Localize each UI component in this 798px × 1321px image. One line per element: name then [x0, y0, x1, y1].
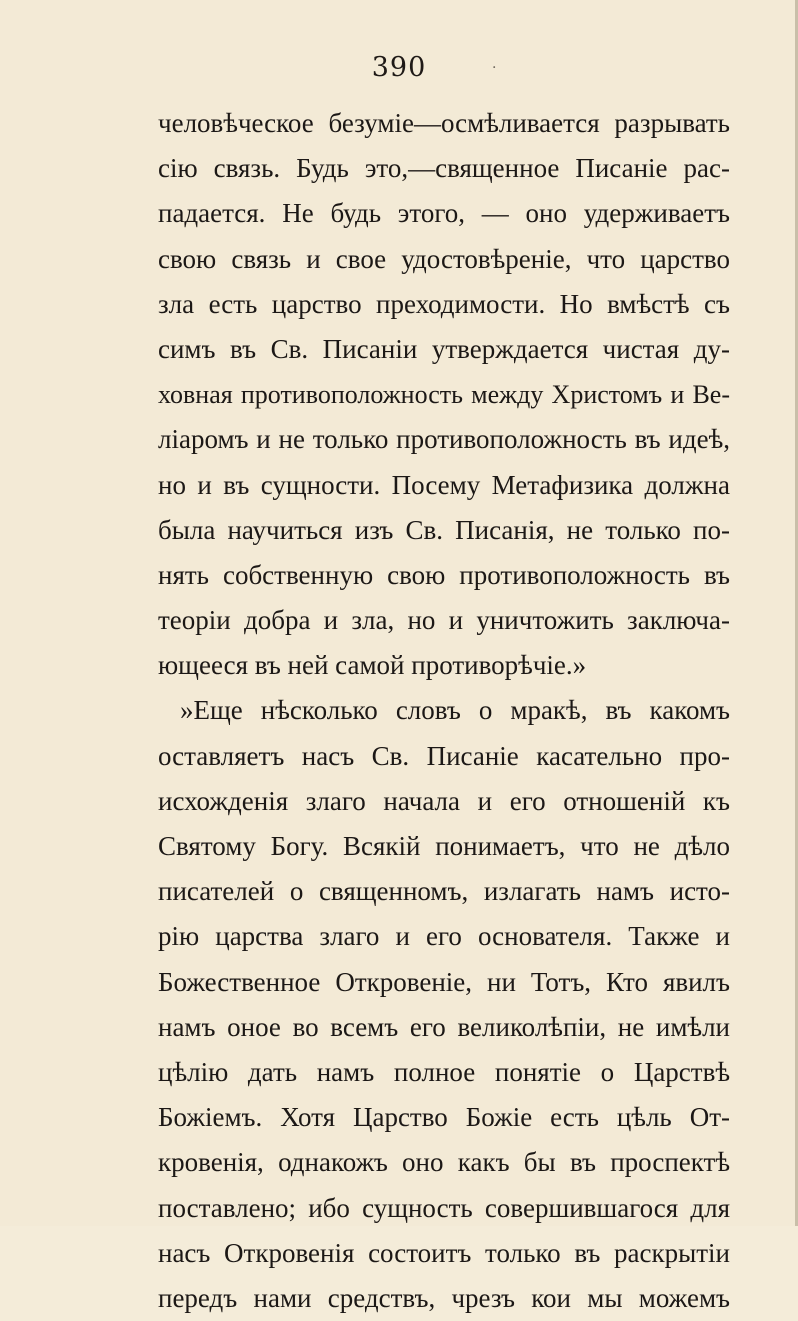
- text-line: Святому Богу. Всякій понимаетъ, что не дѣло: [158, 831, 730, 861]
- text-line: »Еще нѣсколько словъ о мракѣ, въ какомъ: [180, 695, 730, 726]
- text-line: цѣлію дать намъ полное понятіе о Царствѣ: [158, 1056, 730, 1087]
- text-line: была научиться изъ Св. Писанія, не только по-: [158, 514, 730, 545]
- text-line: падается. Не будь этого, — оно удерживаетъ: [158, 198, 730, 229]
- page-mark: ·: [492, 60, 498, 76]
- text-line: человѣческое безуміе—осмѣливается разрывать: [158, 108, 730, 138]
- text-line: поставлено; ибо сущность совершившагося для: [158, 1192, 730, 1223]
- text-line: ющееся въ ней самой противорѣчіе.»: [158, 650, 587, 681]
- body-text: [158, 101, 730, 1321]
- text-line: сію связь. Будь это,—священное Писаніе рас-: [158, 153, 730, 184]
- page-number-text: 390: [371, 52, 427, 83]
- text-line: свою связь и свое удостовѣреніе, что царство: [158, 243, 730, 274]
- page-number: [0, 52, 798, 83]
- text-line: нять собственную свою противоположность въ: [158, 559, 730, 590]
- text-line: ховная противоположность между Христомъ и Ве-: [158, 380, 730, 410]
- text-line: оставляетъ насъ Св. Писаніе касательно про-: [158, 740, 730, 771]
- text-line: теоріи добра и зла, но и уничтожить заключа-: [158, 605, 730, 636]
- text-line: намъ оное во всемъ его великолѣпіи, не имѣли: [158, 1011, 730, 1042]
- text-line: рію царства злаго и его основателя. Также и: [158, 921, 730, 952]
- text-line: исхожденія злаго начала и его отношеній къ: [158, 785, 730, 816]
- text-line: кровенія, однакожъ оно какъ бы въ проспектѣ: [158, 1147, 730, 1178]
- text-line: ліаромъ и не только противоположность въ идеѣ,: [158, 424, 730, 455]
- text-line: передъ нами средствъ, чрезъ кои мы можемъ: [158, 1282, 730, 1313]
- text-line: симъ въ Св. Писаніи утверждается чистая ду-: [158, 333, 730, 364]
- text-line: но и въ сущности. Посему Метафизика должна: [158, 469, 730, 500]
- text-line: Божіемъ. Хотя Царство Божіе есть цѣль От-: [158, 1102, 730, 1133]
- text-line: писателей о священномъ, излагать намъ исто-: [158, 876, 730, 907]
- text-line: Божественное Откровеніе, ни Тотъ, Кто явилъ: [158, 966, 730, 997]
- text-line: насъ Откровенія состоитъ только въ раскрытіи: [158, 1237, 730, 1268]
- text-line: зла есть царство преходимости. Но вмѣстѣ съ: [158, 288, 730, 319]
